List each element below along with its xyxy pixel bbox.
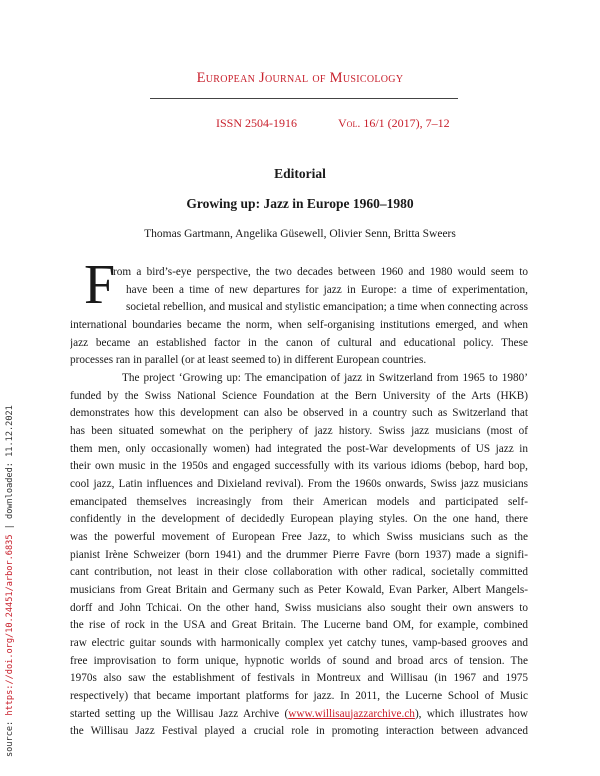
body-line: free improvisation to form unique, hypnotic worlds of sound and broad arcs of tension. The — [70, 654, 528, 667]
body-line: funded by the Swiss National Science Foundation at the Bern University of the Arts (HKB) — [70, 389, 528, 402]
issn: ISSN 2504-1916 — [216, 116, 298, 130]
body-line: musicians from Great Britain and Germany such as Peter Kowald, Evan Parker, Albert Mangels- — [70, 583, 528, 596]
body-line: pianist Irène Schweizer (born 1941) and the drummer Pierre Favre (born 1937) made a signifi- — [70, 548, 528, 561]
body-line: societal rebellion, and musical and stylistic emancipation; a time when connecting across — [126, 301, 528, 314]
doi-link[interactable]: https://doi.org/10.24451/arbor.6835 — [5, 534, 15, 716]
body-line: have been a time of new departures for jazz in Europe: a time of experimentation, — [126, 283, 528, 296]
body-line: respectively) that became important platforms for jazz. In 2011, the Lucerne School of Music — [70, 689, 528, 702]
link-line-before: started setting up the Willisau Jazz Archive ( — [70, 707, 289, 720]
body-line: raw electric guitar sounds with harmonically complex yet catchy tunes, vamp-based grooves and — [70, 636, 528, 649]
download-date: downloaded: 11.12.2021 — [5, 405, 15, 519]
authors: Thomas Gartmann, Angelika Güsewell, Olivier Senn, Britta Sweers — [144, 228, 456, 240]
drop-cap: F — [84, 254, 116, 316]
link-line-after: ), which illustrates how — [414, 707, 528, 720]
stamp-prefix: source: — [5, 715, 15, 757]
body-line: international boundaries became the norm, when self-organising institutions emerged, and when — [70, 318, 528, 331]
body-line: emancipated themselves increasingly from their American models and participated self- — [70, 495, 528, 508]
archive-link[interactable]: www.willisaujazzarchive.ch — [288, 707, 415, 720]
stamp-separator: | — [5, 518, 15, 535]
body-line: their own music in the 1950s and engaged successfully with its various idioms (bebop, hard bop, — [70, 460, 528, 473]
article-title: Growing up: Jazz in Europe 1960–1980 — [186, 196, 414, 211]
download-stamp — [5, 405, 15, 757]
body-line: the Willisau Jazz Festival played a crucial role in promoting interaction between advanced — [70, 725, 528, 738]
body-line: the rise of rock in the USA and Great Britain. The Lucerne band OM, for example, combined — [70, 619, 528, 632]
body-line: rom a bird’s-eye perspective, the two decades between 1960 and 1980 would seem to — [113, 266, 528, 278]
body-line: has been situated somewhat on the periphery of jazz history. Swiss jazz musicians (most of — [70, 424, 528, 437]
header-rule — [150, 98, 458, 99]
body-line: 1970s also saw the establishment of festivals in Montreux and Willisau (in 1967 and 1975 — [70, 672, 528, 685]
journal-title: European Journal of Musicology — [196, 70, 404, 86]
body-line: was the powerful movement of European Free Jazz, to which Swiss musicians such as the — [70, 530, 528, 543]
body-line: confidently in the development of decidedly European playing styles. On the one hand, there — [70, 513, 528, 526]
body-line: cool jazz, Latin influences and Dixieland revival). From the 1960s onwards, Swiss jazz musicians — [70, 477, 528, 490]
volume-info: Vol. 16/1 (2017), 7–12 — [338, 116, 450, 130]
body-line-with-link — [70, 706, 528, 722]
body-line: demonstrates how this development can also be observed in a country such as Switzerland that — [70, 407, 528, 420]
body-line: cant contribution, not least in their close collaboration with other radical, societally committed — [70, 566, 528, 579]
body-line: The project ‘Growing up: The emancipation of jazz in Switzerland from 1965 to 1980’ — [122, 371, 528, 384]
body-line: them men, only occasionally women) had integrated the post-War developments of US jazz in — [70, 442, 528, 455]
body-line: dorff and John Tchicai. On the other hand, Swiss musicians also sought their own answers to — [70, 601, 528, 614]
body-line: processes ran in parallel (or at least seemed to) in different European countries. — [70, 354, 427, 367]
section-label: Editorial — [274, 166, 326, 181]
body-line: jazz became an established factor in the canon of cultural and educational policy. These — [70, 336, 528, 349]
